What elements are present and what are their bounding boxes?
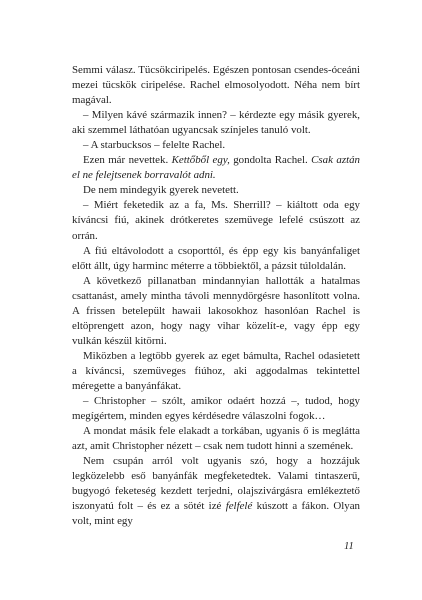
text-run: De nem mindegyik gyerek nevetett. [83,184,239,197]
text-run: – Miért feketedik az a fa, Ms. Sherrill? – kiáltott oda egy kíváncsi fiú, akinek drótkeretes szemüvege lefelé csúszott az orrán. [72,199,360,242]
text-run: Nem csupán arról volt ugyanis szó, hogy a hozzájuk legközelebb eső banyánfák megfeketedtek. Valami tintaszerű, bugyogó feketeség kezdett terjedni, olajszivárgásra emlékeztető iszonyatú folt – és ez a sötét izé [72,455,360,513]
text-run: – Milyen kávé származik innen? – kérdezte egy másik gyerek, aki szemmel láthatóan ugyancsak színjeles tanuló volt. [72,109,360,137]
paragraph [72,274,360,349]
paragraph [72,183,360,198]
italic-run: Kettőből egy, [171,154,230,167]
paragraph [72,394,360,424]
text-run: A mondat másik fele elakadt a torkában, ugyanis ő is meglátta azt, amit Christopher nézett – csak nem tudott hinni a szemének. [72,425,360,453]
text-run: A következő pillanatban mindannyian hallották a hatalmas csattanást, amely mintha távoli mennydörgésre hasonlított volna. A frissen betelepült hawaii lakosokhoz hasonlóan Rachel is eltöprengett azon, hogy nagy vihar közelít-e, vagy épp egy vulkán készül kitörni. [72,274,360,347]
paragraph [72,424,360,454]
paragraph [72,108,360,138]
paragraph [72,138,360,153]
text-run: – A starbucksos – felelte Rachel. [83,139,226,152]
italic-run: felfelé [225,500,253,513]
page-number: 11 [344,541,354,552]
body-text [72,63,360,529]
paragraph [72,454,360,529]
text-run: A fiú eltávolodott a csoporttól, és épp egy kis banyánfaliget előtt állt, úgy harminc méterre a többiektől, a pázsit túloldalán. [72,244,360,272]
text-run: – Christopher – szólt, amikor odaért hozzá –, tudod, hogy megígértem, minden egyes kérdésedre válaszolni fogok… [72,395,360,423]
paragraph [72,244,360,274]
paragraph [72,349,360,394]
italic-run: Csak aztán el ne felejtsenek borravalót adni. [72,154,360,182]
text-run: Miközben a legtöbb gyerek az eget bámulta, Rachel odasietett a kíváncsi, szemüveges fiúhoz, aki aggodalmas tekintettel méregette a banyánfákat. [72,349,360,392]
paragraph [72,63,360,108]
text-run: Ezen már nevettek. [83,154,172,167]
text-run: gondolta Rachel. [229,154,312,167]
text-run: kúszott a fákon. Olyan volt, mint egy [72,500,360,528]
text-run: Semmi válasz. Tücsökciripelés. Egészen pontosan csendes-óceáni mezei tücskök ciripelése. Rachel elmosolyodott. Néha nem bírt magával. [72,64,360,107]
paragraph [72,153,360,183]
paragraph [72,198,360,243]
